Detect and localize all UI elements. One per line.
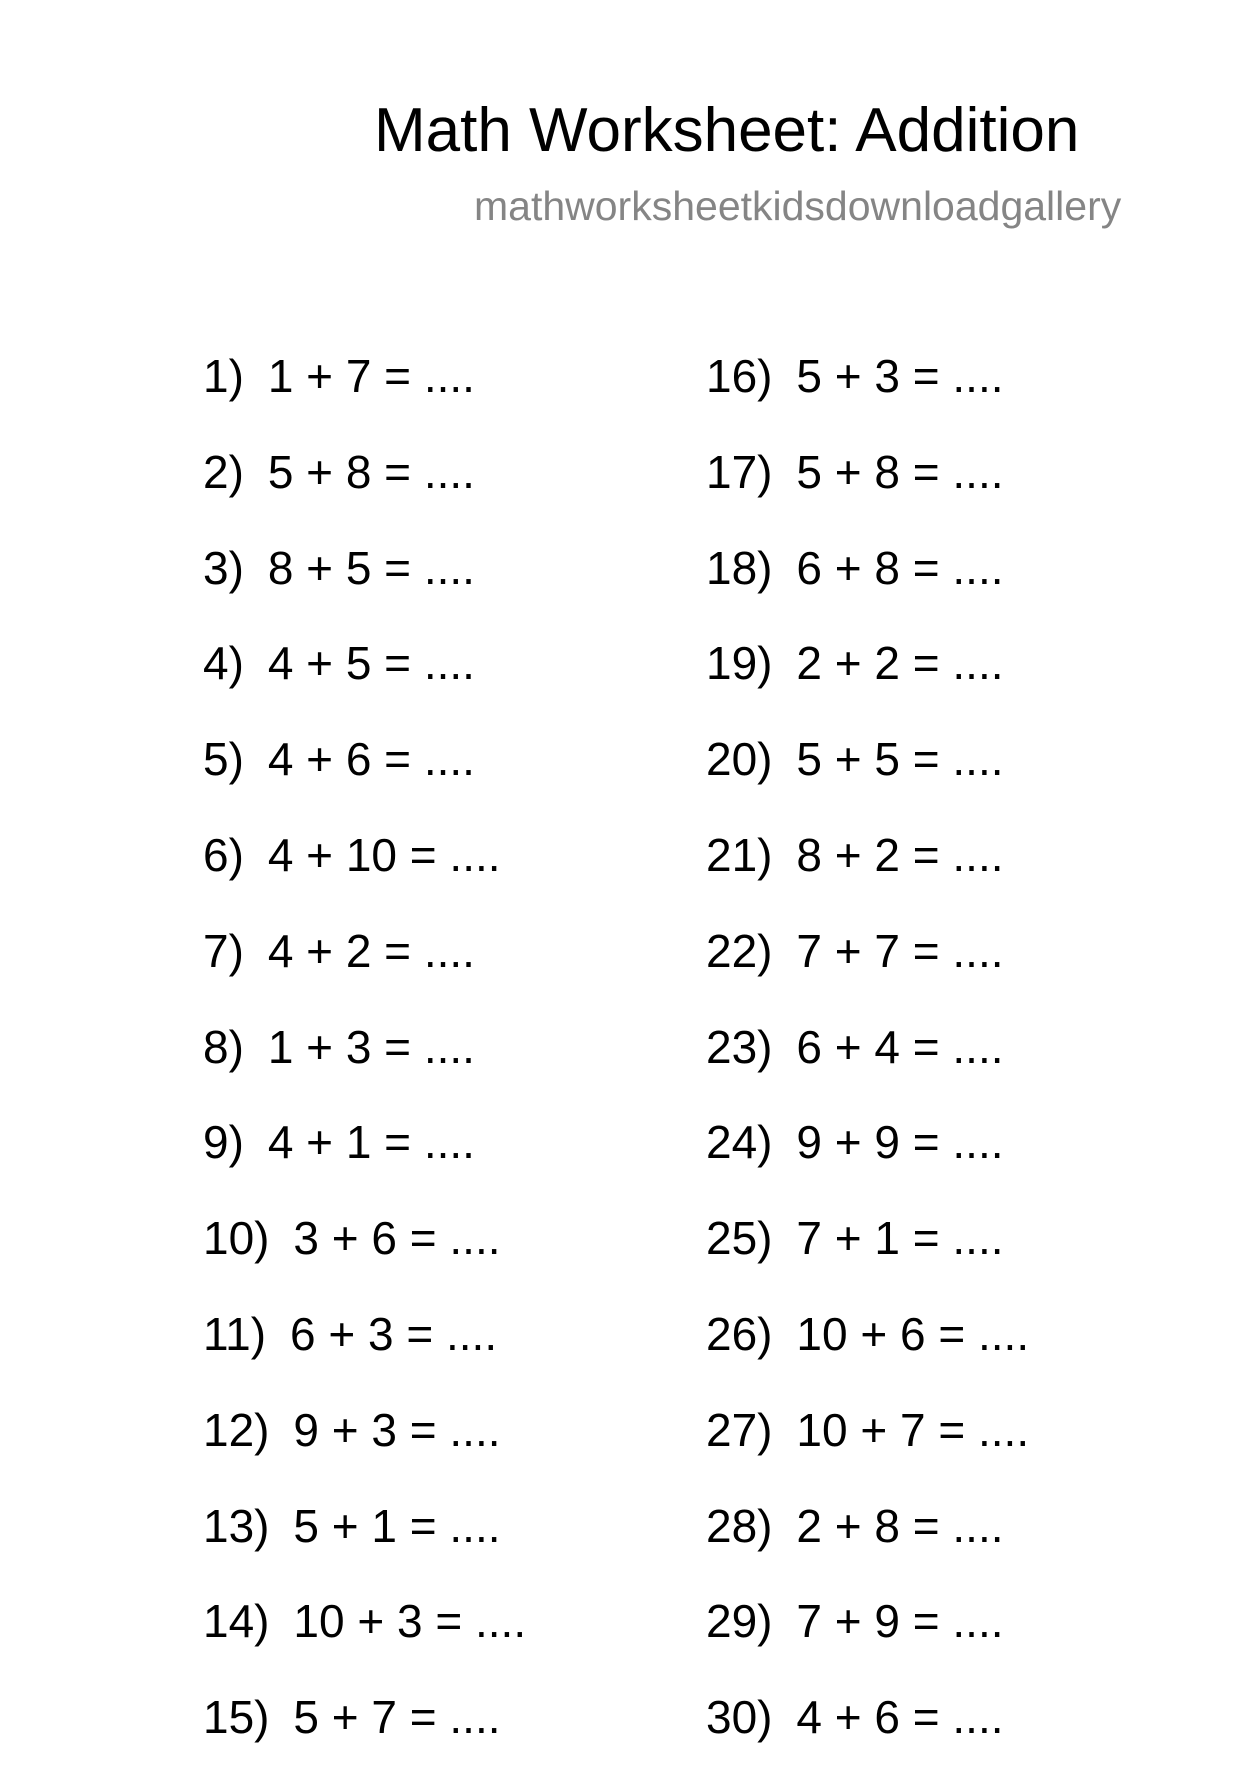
problem-expression: 4 + 1 = .... xyxy=(267,1116,475,1169)
problem-expression: 1 + 7 = .... xyxy=(267,350,475,402)
problem-number: 9) xyxy=(203,1116,244,1169)
problem-expression: 4 + 6 = .... xyxy=(267,733,475,786)
problem-expression: 4 + 6 = .... xyxy=(796,1691,1004,1744)
problem-number: 8) xyxy=(203,1020,244,1073)
problem-item xyxy=(203,828,526,928)
problem-item xyxy=(203,1691,526,1790)
problem-item xyxy=(706,1020,1029,1120)
problem-number: 3) xyxy=(203,541,244,594)
problem-expression: 8 + 5 = .... xyxy=(267,541,475,594)
problem-number: 11) xyxy=(203,1307,267,1360)
problem-expression: 1 + 3 = .... xyxy=(267,1020,475,1073)
problem-item xyxy=(203,1116,526,1215)
problem-expression: 10 + 6 = .... xyxy=(796,1307,1030,1360)
problem-number: 24) xyxy=(706,1116,773,1169)
problem-number: 27) xyxy=(706,1403,773,1456)
problem-expression: 5 + 3 = .... xyxy=(796,350,1004,402)
problem-expression: 5 + 5 = .... xyxy=(796,733,1004,786)
worksheet-subtitle: mathworksheetkidsdownloadgallery xyxy=(474,183,1122,229)
problem-number: 6) xyxy=(203,828,244,881)
problem-number: 15) xyxy=(203,1691,270,1744)
problem-expression: 6 + 4 = .... xyxy=(796,1020,1004,1073)
problem-expression: 4 + 5 = .... xyxy=(267,637,475,690)
problem-expression: 7 + 7 = .... xyxy=(796,924,1004,977)
problem-item xyxy=(706,1212,1029,1311)
problem-expression: 6 + 3 = .... xyxy=(289,1307,498,1360)
problem-item xyxy=(203,1595,527,1694)
problem-number: 25) xyxy=(706,1212,773,1265)
problem-expression: 4 + 10 = .... xyxy=(267,828,501,881)
problem-item xyxy=(203,1020,526,1120)
problem-expression: 8 + 2 = .... xyxy=(796,828,1004,881)
problem-expression: 7 + 1 = .... xyxy=(796,1212,1004,1265)
problem-expression: 7 + 9 = .... xyxy=(796,1595,1004,1648)
problem-item xyxy=(706,1403,1030,1503)
problem-item xyxy=(203,541,526,641)
problem-number: 7) xyxy=(203,924,244,977)
problem-number: 14) xyxy=(203,1595,270,1648)
problem-item xyxy=(203,924,526,1024)
problem-number: 30) xyxy=(706,1691,773,1744)
problem-number: 5) xyxy=(203,733,244,786)
problem-number: 21) xyxy=(706,828,773,881)
problem-column-left xyxy=(203,350,527,1790)
problem-item xyxy=(203,1499,526,1599)
problem-number: 10) xyxy=(203,1212,270,1265)
problem-item xyxy=(203,445,526,545)
problem-expression: 5 + 8 = .... xyxy=(267,445,475,498)
problem-number: 12) xyxy=(203,1403,270,1456)
problem-number: 2) xyxy=(203,445,244,498)
problem-expression: 9 + 9 = .... xyxy=(796,1116,1004,1169)
problem-expression: 2 + 2 = .... xyxy=(796,637,1004,690)
problem-item xyxy=(203,733,526,832)
problem-item xyxy=(203,1307,526,1407)
problem-expression: 5 + 8 = .... xyxy=(796,445,1004,498)
problem-number: 4) xyxy=(203,637,244,690)
problem-number: 29) xyxy=(706,1595,773,1648)
problem-expression: 5 + 1 = .... xyxy=(293,1499,501,1552)
problem-item xyxy=(203,637,526,736)
problem-item xyxy=(706,828,1029,928)
problem-number: 22) xyxy=(706,924,773,977)
problem-number: 17) xyxy=(706,445,773,498)
problem-item xyxy=(706,637,1029,736)
problem-number: 28) xyxy=(706,1499,773,1552)
problem-expression: 10 + 3 = .... xyxy=(293,1595,527,1648)
problem-item xyxy=(706,733,1029,832)
problem-item xyxy=(706,924,1029,1024)
problem-number: 13) xyxy=(203,1499,270,1552)
problem-expression: 5 + 7 = .... xyxy=(293,1691,501,1744)
problem-number: 16) xyxy=(706,350,773,402)
problem-item xyxy=(203,1403,526,1503)
problem-number: 20) xyxy=(706,733,773,786)
worksheet-title: Math Worksheet: Addition xyxy=(374,96,1080,165)
problem-item xyxy=(706,1499,1029,1599)
problem-expression: 6 + 8 = .... xyxy=(796,541,1004,594)
problem-expression: 3 + 6 = .... xyxy=(293,1212,501,1265)
problem-item xyxy=(706,445,1029,545)
problem-item xyxy=(706,1307,1030,1407)
problem-expression: 4 + 2 = .... xyxy=(267,924,475,977)
problem-item xyxy=(706,1116,1029,1215)
problem-item xyxy=(706,1691,1029,1790)
problem-number: 26) xyxy=(706,1307,773,1360)
problem-item xyxy=(706,350,1029,449)
problem-number: 19) xyxy=(706,637,773,690)
problem-expression: 10 + 7 = .... xyxy=(796,1403,1030,1456)
problem-item xyxy=(203,350,526,449)
problem-expression: 2 + 8 = .... xyxy=(796,1499,1004,1552)
problem-number: 1) xyxy=(203,350,244,402)
problem-item xyxy=(706,1595,1029,1694)
problem-item xyxy=(203,1212,526,1311)
problem-expression: 9 + 3 = .... xyxy=(293,1403,501,1456)
problem-column-right xyxy=(706,350,1030,1790)
problem-number: 23) xyxy=(706,1020,773,1073)
problem-item xyxy=(706,541,1029,641)
problem-number: 18) xyxy=(706,541,773,594)
